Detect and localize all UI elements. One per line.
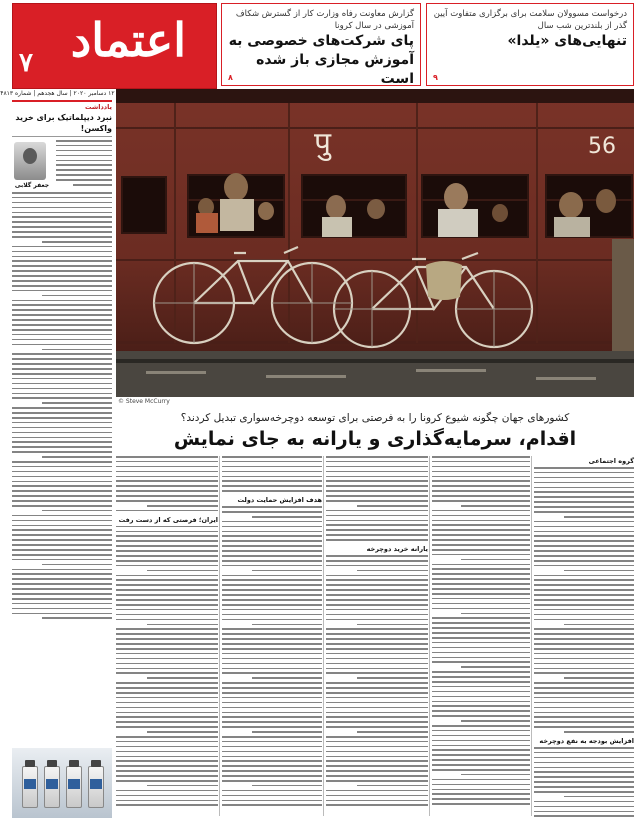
article-subhead: یارانه خرید دوچرخه: [366, 545, 428, 554]
article-column-4: [222, 456, 322, 818]
opinion-text-start: [56, 140, 112, 186]
column-divider: [531, 456, 532, 816]
article-column-5: [116, 456, 218, 818]
opinion-column: [12, 100, 112, 818]
article-column-3: [326, 456, 428, 818]
vaccine-vials-image: [12, 748, 112, 818]
page-number: ۷: [19, 48, 33, 78]
promo-kicker: گزارش معاونت رفاه وزارت کار از گسترش شکاف آموزشی در سال کرونا: [235, 9, 414, 31]
car-number-text: पु: [313, 126, 331, 161]
photo-credit: © Steve McCurry: [118, 398, 170, 405]
opinion-body-text: [12, 192, 112, 619]
promo-headline: پای شرکت‌های خصوصی به آموزش مجازی باز شده است: [228, 33, 414, 87]
article-subhead: افزایش بودجه به نفع دوچرخه: [539, 736, 634, 745]
article-column-2: [432, 456, 530, 818]
masthead-logo-block[interactable]: [12, 3, 217, 89]
article-section-label: گروه اجتماعی: [588, 457, 634, 465]
story-subhead: کشورهای جهان چگونه شیوع کرونا را به فرصتی برای توسعه دوچرخه‌سواری تبدیل کردند؟: [180, 412, 570, 424]
column-divider: [323, 456, 324, 816]
lead-photo-train-bicycles[interactable]: [116, 89, 634, 397]
author-box: [12, 140, 112, 192]
article-subhead: ایران؛ فرصتی که از دست رفت: [118, 515, 218, 524]
train-photo-illustration: [116, 89, 634, 397]
promo-box-yalda[interactable]: [426, 3, 634, 86]
opinion-title[interactable]: نبرد دیپلماتیک برای خرید واکسن!: [12, 112, 112, 137]
article-column-1: [534, 456, 634, 818]
dateline: ۱۲ دسامبر ۲۰۲۰ | سال هجدهم | شماره ۴۸۱۳: [0, 90, 115, 97]
promo-page-ref: ۸: [228, 73, 233, 82]
promo-page-ref: ۹: [433, 73, 438, 82]
promo-box-education[interactable]: [221, 3, 421, 86]
story-headline[interactable]: اقدام، سرمایه‌گذاری و یارانه به جای نمایش: [173, 428, 577, 450]
author-name: جعفر گلابی: [14, 182, 50, 189]
promo-headline: تنهایی‌های «یلدا»: [507, 33, 627, 49]
newspaper-logo: اعتماد: [70, 13, 186, 67]
column-section-label: یادداشت: [84, 103, 112, 111]
promo-kicker: درخواست مسوولان سلامت برای برگزاری متفاوت آیین گذر از بلندترین شب سال: [433, 9, 627, 31]
article-subhead: هدف افزایش حمایت دولت: [237, 496, 322, 505]
car-number-edge-text: 56: [588, 134, 616, 159]
column-divider: [429, 456, 430, 816]
column-divider: [219, 456, 220, 816]
author-photo: [14, 142, 46, 180]
